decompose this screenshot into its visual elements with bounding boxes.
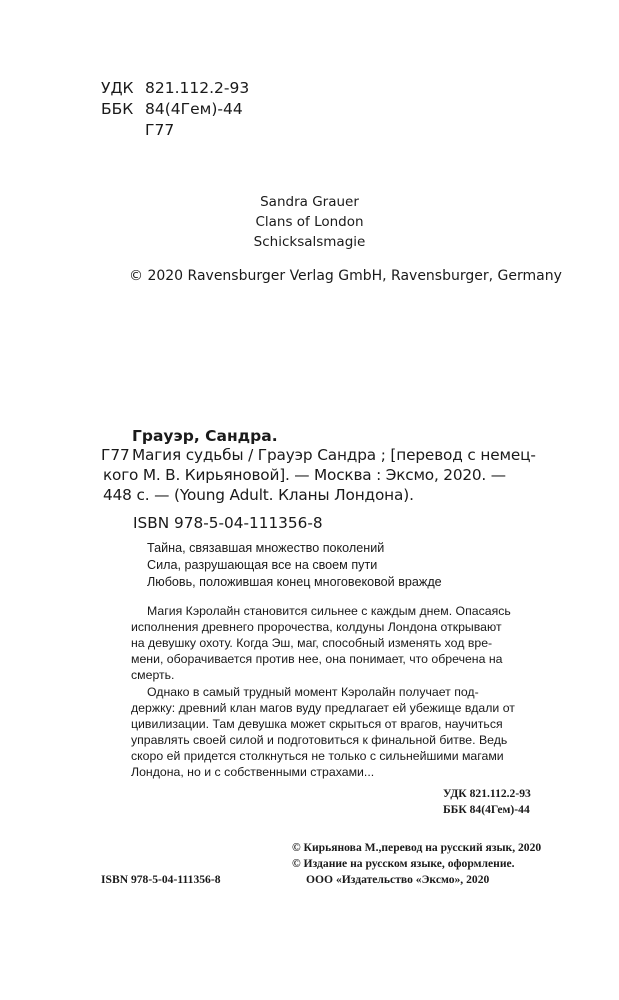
annotation-line: цивилизации. Там девушка может скрыться от врагов, научиться bbox=[131, 717, 503, 731]
bib-line-1: Магия судьбы / Грауэр Сандра ; [перевод с немец- bbox=[132, 446, 536, 464]
bbk-label: ББК bbox=[101, 100, 134, 118]
footer-rights-2: © Издание на русском языке, оформление. bbox=[292, 857, 515, 870]
tagline-1: Тайна, связавшая множество поколений bbox=[147, 541, 385, 555]
annotation-line: Лондона, но и с собственными страхами... bbox=[131, 765, 375, 779]
author-mark: Г77 bbox=[145, 121, 175, 139]
original-series: Clans of London bbox=[255, 214, 364, 230]
bib-heading: Грауэр, Сандра. bbox=[132, 427, 278, 445]
udk-label: УДК bbox=[101, 79, 134, 97]
annotation-line: Однако в самый трудный момент Кэролайн получает под- bbox=[147, 685, 479, 699]
udk-value: 821.112.2-93 bbox=[145, 79, 250, 97]
footer-rights-3: ООО «Издательство «Эксмо», 2020 bbox=[306, 873, 490, 886]
annotation-line: исполнения древнего пророчества, колдуны Лондона открывают bbox=[131, 620, 502, 634]
bib-line-3: 448 с. — (Young Adult. Кланы Лондона). bbox=[103, 486, 414, 504]
bib-line-2: кого М. В. Кирьяновой]. — Москва : Эксмо, 2020. — bbox=[103, 466, 506, 484]
bbk-value: 84(4Гем)-44 bbox=[145, 100, 243, 118]
footer-rights-1: © Кирьянова М.,перевод на русский язык, 2020 bbox=[292, 841, 542, 854]
annotation bbox=[0, 603, 619, 783]
annotation-line: скоро ей придется столкнуться не только с сильнейшими магами bbox=[131, 749, 504, 763]
classification-block bbox=[101, 78, 261, 142]
original-title: Schicksalsmagie bbox=[253, 234, 366, 250]
annotation-line: смерть. bbox=[131, 668, 175, 682]
annotation-line: держку: древний клан магов вуду предлагает ей убежище вдали от bbox=[131, 701, 515, 715]
annotation-line: мени, оборачивается против нее, она понимает, что обречена на bbox=[131, 652, 503, 666]
original-author: Sandra Grauer bbox=[260, 194, 359, 210]
small-bbk: ББК 84(4Гем)-44 bbox=[443, 803, 530, 816]
tagline-3: Любовь, положившая конец многовековой вражде bbox=[147, 575, 442, 589]
original-copyright: © 2020 Ravensburger Verlag GmbH, Ravensburger, Germany bbox=[129, 268, 562, 284]
bib-mark: Г77 bbox=[101, 446, 130, 464]
small-udk: УДК 821.112.2-93 bbox=[443, 787, 531, 800]
tagline-2: Сила, разрушающая все на своем пути bbox=[147, 558, 378, 572]
footer-isbn: ISBN 978-5-04-111356-8 bbox=[101, 873, 221, 886]
annotation-line: Магия Кэролайн становится сильнее с каждым днем. Опасаясь bbox=[147, 604, 511, 618]
annotation-line: на девушку охоту. Когда Эш, маг, способный изменять ход вре- bbox=[131, 636, 493, 650]
bib-isbn: ISBN 978-5-04-111356-8 bbox=[133, 514, 323, 532]
annotation-line: управлять своей силой и подготовиться к финальной битве. Ведь bbox=[131, 733, 508, 747]
